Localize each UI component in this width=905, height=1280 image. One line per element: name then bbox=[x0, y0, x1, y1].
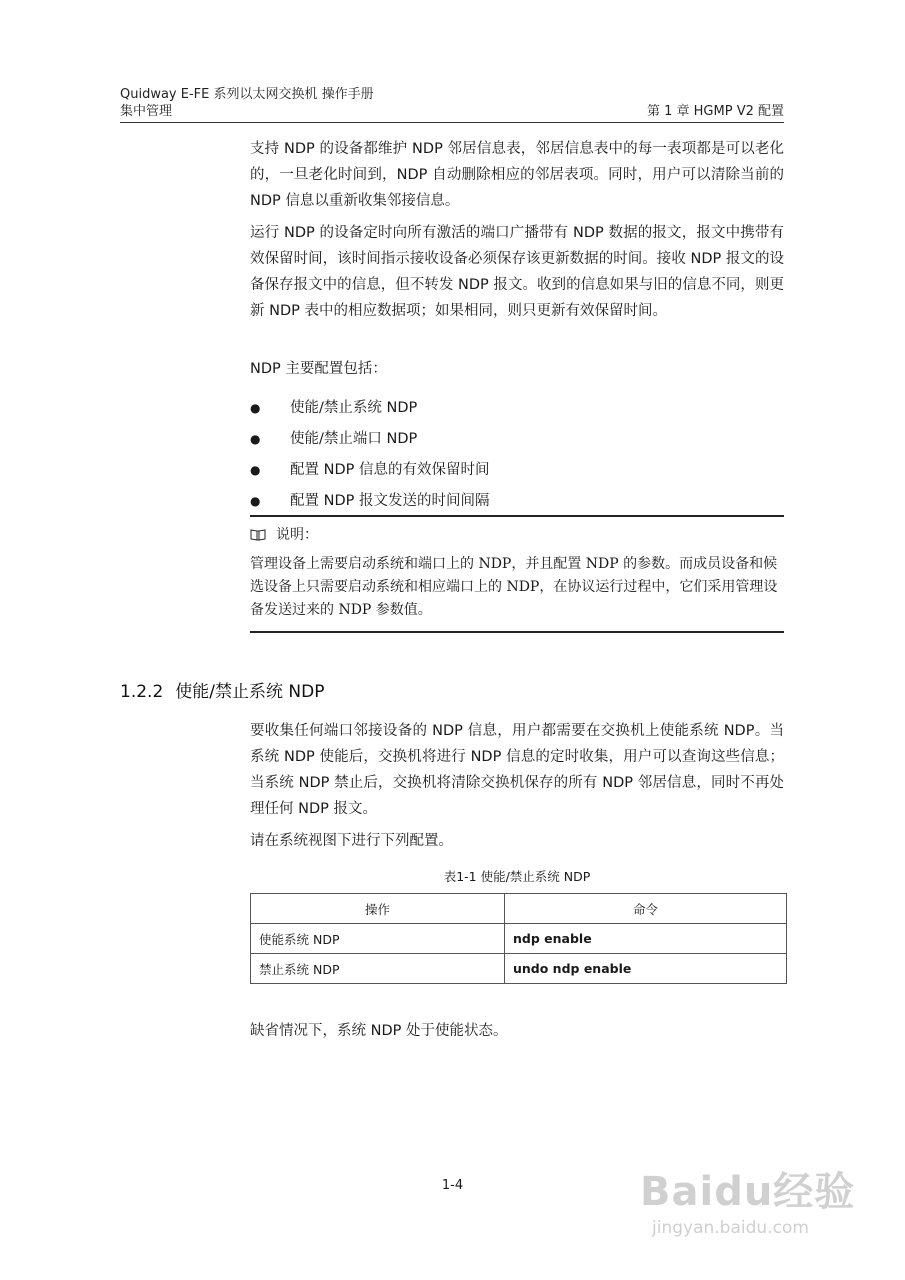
column-header-operation: 操作 bbox=[251, 894, 505, 924]
section-title: 使能/禁止系统 NDP bbox=[175, 682, 325, 702]
watermark-logo: Baidu经验 bbox=[640, 1169, 856, 1215]
default-state-text: 缺省情况下，系统 NDP 处于使能状态。 bbox=[250, 1023, 508, 1039]
operation-cell: 禁止系统 NDP bbox=[251, 954, 505, 984]
watermark-url: jingyan.baidu.com bbox=[652, 1218, 809, 1238]
note-heading bbox=[250, 525, 318, 545]
list-item: ● 使能/禁止系统 NDP bbox=[250, 395, 784, 426]
table-caption: 表1-1 使能/禁止系统 NDP bbox=[443, 869, 591, 884]
default-state-block bbox=[250, 1018, 784, 1044]
intro-paragraph-1-block bbox=[250, 136, 784, 214]
bullet-icon: ● bbox=[250, 494, 261, 508]
command-cell: undo ndp enable bbox=[505, 954, 787, 984]
section-number: 1.2.2 bbox=[120, 682, 164, 702]
page-number: 1-4 bbox=[441, 1178, 464, 1193]
section-paragraph-1-block bbox=[250, 718, 784, 822]
note-box bbox=[250, 515, 784, 633]
ndp-command-table bbox=[250, 893, 787, 984]
list-item: ● 配置 NDP 报文发送的时间间隔 bbox=[250, 488, 784, 519]
bullet-icon: ● bbox=[250, 432, 261, 446]
section-name: 集中管理 bbox=[120, 104, 173, 119]
list-item: ● 使能/禁止端口 NDP bbox=[250, 426, 784, 457]
operation-cell: 使能系统 NDP bbox=[251, 924, 505, 954]
note-text: 管理设备上需要启动系统和端口上的 NDP，并且配置 NDP 的参数。而成员设备和候选设备上只需要启动系统和相应端口上的 NDP，在协议运行过程中，它们采用管理设备发送过来的 NDP 参数值。 bbox=[250, 556, 778, 618]
table-row bbox=[251, 924, 787, 954]
intro-paragraph-2: 运行 NDP 的设备定时向所有激活的端口广播带有 NDP 数据的报文，报文中携带有效保留时间，该时间指示接收设备必须保存该更新数据的时间。接收 NDP 报文的设备保存报文中的信息，但不转发 NDP 报文。收到的信息如果与旧的信息不同，则更新 NDP 表中的相应数据项；如果相同，则只更新有效保留时间。 bbox=[250, 225, 784, 319]
chapter-title: 第 1 章 HGMP V2 配置 bbox=[646, 104, 784, 119]
intro-paragraph-3-block bbox=[250, 356, 784, 382]
header-divider bbox=[120, 122, 784, 123]
section-heading bbox=[120, 680, 324, 704]
command-cell: ndp enable bbox=[505, 924, 787, 954]
page-header bbox=[120, 86, 784, 120]
section-paragraph-2-block bbox=[250, 828, 784, 854]
table-header-row bbox=[251, 894, 787, 924]
bullet-icon: ● bbox=[250, 401, 261, 415]
bullet-icon: ● bbox=[250, 463, 261, 477]
config-list-intro: NDP 主要配置包括： bbox=[250, 361, 387, 377]
list-item: ● 配置 NDP 信息的有效保留时间 bbox=[250, 457, 784, 488]
intro-paragraph-1: 支持 NDP 的设备都维护 NDP 邻居信息表，邻居信息表中的每一表项都是可以老化的，一旦老化时间到，NDP 自动删除相应的邻居表项。同时，用户可以清除当前的 NDP 信息以重新收集邻接信息。 bbox=[250, 141, 784, 209]
book-icon bbox=[250, 529, 266, 541]
column-header-command: 命令 bbox=[505, 894, 787, 924]
table-row bbox=[251, 954, 787, 984]
section-paragraph-1: 要收集任何端口邻接设备的 NDP 信息，用户都需要在交换机上使能系统 NDP。当系统 NDP 使能后，交换机将进行 NDP 信息的定时收集，用户可以查询这些信息；当系统 NDP 禁止后，交换机将清除交换机保存的所有 NDP 邻居信息，同时不再处理任何 NDP 报文。 bbox=[250, 723, 784, 817]
manual-title: Quidway E-FE 系列以太网交换机 操作手册 bbox=[120, 87, 374, 102]
intro-paragraph-2-block bbox=[250, 220, 784, 324]
note-label: 说明： bbox=[276, 527, 318, 543]
baidu-watermark bbox=[640, 1140, 880, 1270]
section-paragraph-2: 请在系统视图下进行下列配置。 bbox=[250, 833, 453, 849]
config-bullet-list bbox=[250, 395, 784, 519]
